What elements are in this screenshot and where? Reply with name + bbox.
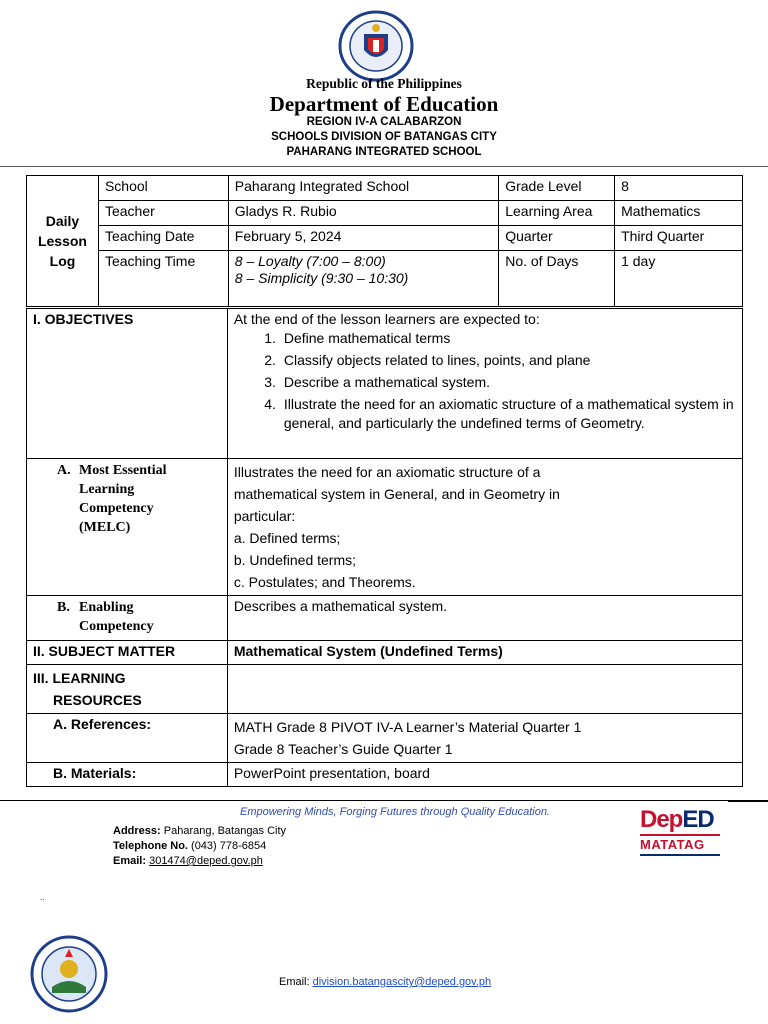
teacher-label: Teacher: [98, 201, 228, 226]
learning-resources-label: III. LEARNING RESOURCES: [27, 665, 228, 714]
teaching-date-value: February 5, 2024: [228, 226, 498, 251]
school-email-link[interactable]: 301474@deped.gov.ph: [149, 855, 263, 867]
stray-mark: ..: [40, 893, 45, 902]
deped-seal-icon: [336, 10, 416, 82]
deped-logo-text: DepED: [640, 806, 714, 833]
enabling-competency-text: Describes a mathematical system.: [227, 596, 742, 641]
teacher-value: Gladys R. Rubio: [228, 201, 498, 226]
subject-matter-value: Mathematical System (Undefined Terms): [227, 641, 742, 665]
school-seal-icon: [30, 935, 108, 1013]
grade-level-label: Grade Level: [499, 176, 615, 201]
deped-matatag-logo: [640, 806, 730, 856]
objective-item: 3. Describe a mathematical system.: [280, 373, 736, 392]
phone-value: (043) 778-6854: [191, 840, 267, 852]
objectives-label: I. OBJECTIVES: [27, 309, 228, 459]
learning-area-label: Learning Area: [499, 201, 615, 226]
daily-lesson-log-label: Daily Lesson Log: [27, 176, 99, 307]
division-heading: SCHOOLS DIVISION OF BATANGAS CITY: [271, 131, 497, 143]
quarter-label: Quarter: [499, 226, 615, 251]
school-heading: PAHARANG INTEGRATED SCHOOL: [286, 146, 482, 158]
references-label: A. References:: [27, 714, 228, 763]
objectives-intro: At the end of the lesson learners are expected to:: [233, 311, 540, 327]
grade-level-value: 8: [615, 176, 743, 201]
quarter-value: Third Quarter: [615, 226, 743, 251]
division-email: Email: division.batangascity@deped.gov.ph: [279, 976, 492, 988]
region-heading: REGION IV-A CALABARZON: [306, 116, 462, 128]
melc-text: Illustrates the need for an axiomatic structure of a mathematical system in General, and in Geometry in particular: a. Defined terms; b. Undefined terms; c. Postulates; and Theorems.: [227, 459, 742, 596]
teaching-time-label: Teaching Time: [98, 251, 228, 307]
address-value: Paharang, Batangas City: [163, 825, 287, 837]
melc-label: A. Most Essential Learning Competency (MELC): [27, 459, 228, 596]
teaching-date-label: Teaching Date: [98, 226, 228, 251]
department-heading: Department of Education: [269, 92, 499, 116]
teaching-time-value: 8 – Loyalty (7:00 – 8:00) 8 – Simplicity (9:30 – 10:30): [228, 251, 498, 307]
lesson-info-table: [26, 175, 743, 307]
matatag-text: MATATAG: [640, 837, 705, 852]
learning-resources-value: [227, 665, 742, 714]
school-value: Paharang Integrated School: [228, 176, 498, 201]
materials-value: PowerPoint presentation, board: [227, 763, 742, 787]
footer-divider-accent: [728, 800, 768, 802]
objective-item: 1. Define mathematical terms: [280, 329, 736, 348]
enabling-competency-label: B. Enabling Competency: [27, 596, 228, 641]
objective-item: 4. Illustrate the need for an axiomatic structure of a mathematical system in general, and particularly the undefined terms of Geometry.: [280, 395, 736, 433]
days-label: No. of Days: [499, 251, 615, 307]
lesson-plan-table: [26, 308, 743, 787]
division-email-link[interactable]: division.batangascity@deped.gov.ph: [312, 976, 492, 988]
motto-text: Empowering Minds, Forging Futures through Quality Education.: [240, 806, 550, 818]
objectives-cell: [227, 309, 742, 459]
subject-matter-label: II. SUBJECT MATTER: [27, 641, 228, 665]
school-label: School: [98, 176, 228, 201]
days-value: 1 day: [615, 251, 743, 307]
materials-label: B. Materials:: [27, 763, 228, 787]
objective-item: 2. Classify objects related to lines, points, and plane: [280, 351, 736, 370]
contact-block: Address: Paharang, Batangas City Telephone No. (043) 778-6854 Email: 301474@deped.gov.ph: [113, 825, 287, 867]
learning-area-value: Mathematics: [615, 201, 743, 226]
header-divider: [0, 166, 768, 167]
footer-divider: [0, 800, 768, 801]
objectives-list: [234, 329, 736, 433]
republic-heading: Republic of the Philippines: [306, 76, 462, 91]
references-value: MATH Grade 8 PIVOT IV-A Learner’s Material Quarter 1 Grade 8 Teacher’s Guide Quarter 1: [227, 714, 742, 763]
